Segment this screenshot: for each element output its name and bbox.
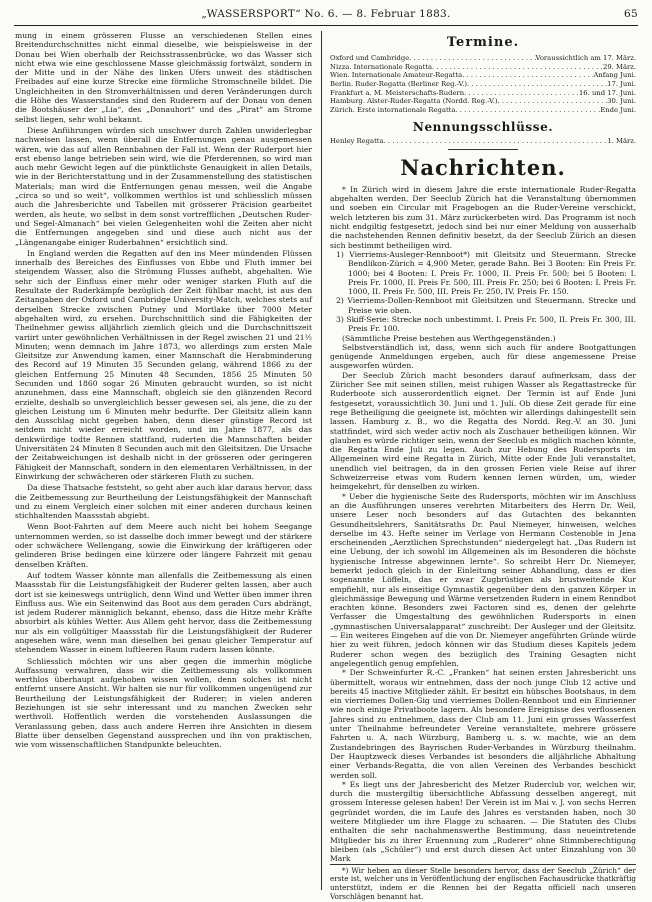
page-number: 65 (624, 8, 638, 20)
event-name: Frankfurt a. M. Meisterschafts-Rudern (330, 88, 465, 97)
event-date: 17. Juni. (607, 79, 636, 88)
race-list-item: 3) Skiff-Serie: Strecke noch unbestimmt. I. Preis Fr. 500, II. Preis Fr. 300, III. Preis Fr. 100. (336, 314, 636, 334)
paragraph: Selbstverständlich ist, dass, wenn sich auch für andere Bootgattungen genügende Anmeldungen ergeben, auch für diese angemessene Preise ausgeworfen würden. (330, 342, 636, 371)
termine-row (330, 106, 636, 115)
news-item-hygiene: * Ueber die hygienische Seite des Rudersports, möchten wir im Anschluss an die Ausführungen unseres verehrten Mitarbeiters des Herrn Dr. Weil, unsere Leser noch besonders auf das Gutachten des bekannten Gesundheitslehrers, Sanitätsraths Dr. Paul Niemeyer, hinweisen, welches derselbe im 43. Hefte seiner im Verlage von Hermann Costenoble in Jena erscheinenden „Aerztlichen Sprechstunden“ niedergelegt hat. „Das Rudern ist eine Uebung, der ich sowohl im Allgemeinen als im Besonderen die höchste hygienische Intresse abgewinnen lernte“. So schreibt Herr Dr. Niemeyer, bemerkt jedoch gleich in der Einleitung seiner Abhandlung, dass er dies sogenannte Löffeln, das er zwar Zugbrüstigen als brustweitende Kur empfiehlt, nur als einseitige Gymnastik gegenüber dem den ganzen Körper in gleichmässige Bewegung und Wärme versetzenden Rudern in einem Renndbot erachten könne. Besonders zwei Factoren sind es, denen der gelehrte Verfasser die Umgestaltung des gewöhnlichen Rudersports in einen „gymnastischen Universalapparat“ zuschreibt: Der Ausleger und der Gleitsitz. — Ein weiteres Eingehen auf die von Dr. Niemeyer angeführten Gründe würde hier zu weit führen, jedoch können wir das Studium dieses Kapitels jedem Ruderer schon wegen des bezüglich des Training Gesagten nicht angelegentlich genug empfehlen. (330, 491, 636, 668)
event-name: Nizza. Internationale Regatta (330, 62, 432, 71)
news-item-metz: * Es liegt uns der Jahresbericht des Metzer Ruderclub vor, welchen wir, durch die mustergiltig übersichtliche Abfassung desselben angeregt, mit grossem Interesse gelesen haben! Der Verein ist im Mai v. J. von sechs Herren gegründet worden, die im Laufe des Jahres es verstanden haben, noch 30 weitere Mitglieder um ihre Flagge zu schaaren. — Die Statuten des Clubs enthalten die sehr nachahmenswerthe Bestimmung, dass neueintretende Mitglieder bis zu ihrer Ernennung zum „Ruderer“ ohne Stimmberechtigung bleiben (als „Schüler“) und erst durch diesen Act unter Einzahlung von 30 Mark (330, 779, 636, 864)
paragraph: In England werden die Regatten auf den ins Meer mündenden Flüssen innerhalb des Bereiches des Einflusses von Ebbe und Fluth immer bei steigendem Wasser, also die Strömung Flusses aufhebt, abgehalten. Wie sehr sich der Einfluss einer mehr oder weniger starken Fluth auf die Resultate der Ruderkämpfe bezüglich der Zeit fühlbar macht, ist aus den Zeitangaben der Oxford und Cambridge University-Match, welches stets auf derselben Strecke zwischen Putney und Mortlake über 7000 Meter abgehalten wird, zu ersehen. Durchschnittlich sind die Fähigkeiten der Theilnehmer gewiss alljährlich ziemlich gleich und die Durchschnittszeit variirt unter gewöhnlichen Verhältnissen in der Regel zwischen 21 und 21½ Minuten; wenn demnach im Jahre 1873, wo allerdings zum ersten Male Gleitsitze zur Anwendung kamen, einer Mannschaft die Herabminderung des Record auf 19 Minuten 35 Secunden gelang, während 1866 zu der gleichen Entfernung 25 Minuten 48 Secunden, 1856 25 Minuten 50 Secunden und 1860 sogar 26 Minuten gebraucht wurden, so ist nicht anzunehmen, dass eine Mannschaft, obgleich sie den glänzenden Record erzielte, deshalb so unvergleichlich besser gewesen sei, als jene, die zu der gleichen Leistung um 6 Minuten mehr bedurfte. Der Gleitsitz allein kann den Ausschlag nicht gegeben haben, denn dieser günstige Record ist seitdem nicht wieder erreicht worden, und im Jahre 1877, als das denkwürdige todte Rennen stattfand, ruderten die Mannschaften beider Universitäten 24 Minuten 8 Secunden auch mit den Gleitsitzen. Die Ursache der Zeitabweichungen ist deshalb nicht in der grösseren oder geringeren Fähigkeit der Mannschaft, sondern in den elementaren Verhältnissen, in der Einwirkung der schwächeren oder stärkeren Fluth zu suchen. (15, 248, 312, 481)
journal-title: „WASSERSPORT“ No. 6. — 8. Februar 1883. (201, 8, 451, 20)
paragraph: Da diese Thatsache feststeht, so geht aber auch klar daraus hervor, dass die Zeitbemessung zur Beurtheilung der Leistungsfähigkeit der Mannschaft und zu einem Vergleich einer solchen mit einer anderen durchaus keinen stichhaltenden Maassstab abgiebt. (15, 483, 312, 521)
nennungsschluesse-heading: Nennungsschlüsse. (412, 119, 554, 134)
paragraph: Auf todtem Wasser könnte man allenfalls die Zeitbemessung als einen Maassstab für die Leistungsfähigkeit der Ruderer gelten lassen, aber auch dort ist sie keineswegs untrüglich, denn Wind und Wetter üben immer ihren Einfluss aus. Wie ein Seitenwind das Boot aus dem geraden Curs abdrängt, ist jedem Ruderer männiglich bekannt, ebenso, dass die Hitze mehr Kräfte absorbirt als kühles Wetter. Aus Allem geht hervor, dass die Zeitbemessung nur als ein vollgültiger Maassstab für die Leistungsfähigkeit der Ruderer angesehen wäre, wenn man dieselben bei genau gleicher Temperatur auf stehendem Wasser in einem luftleeren Raum rudern lassen könnte. (15, 570, 312, 655)
termine-row (330, 63, 636, 72)
event-name: Oxford und Cambridge (330, 53, 410, 62)
news-item-zurich: * In Zürich wird in diesem Jahre die erste internationale Ruder-Regatta abgehalten werden. Der Seeclub Zürich hat die Veranstaltung übernommen und soeben ein Circular mit Fragebogen an die Ruder-Vereine verschickt, welch letzteren bis zum 31. März zurückerbeten wird. Das Programm ist noch nicht endgiltig festgesetzt, jedoch sind bei nur einer Meldung von ausserhalb die nachstehenden Rennen definitiv besetzt, da der Seeclub Zürich an diesen sich bestimmt betheiligen wird. (330, 184, 636, 250)
header-rule (14, 25, 638, 26)
nennungsschluss-row (330, 137, 636, 146)
event-date: 29. März. (603, 62, 636, 71)
news-item-schweinfurt: * Der Schweinfurter R.-C. „Franken“ hat seinen ersten Jahresbericht uns übermittelt, woraus wir entnehmen, dass der noch junge Club 12 active und bereits 45 inactive Mitglieder zählt. Er besitzt ein hübsches Bootshaus, in dem ein vierriemes Dollen-Gig und vierriemes Dollen-Rennboot und ein Einrienner wie noch einige Privatboote lagern. Als besondere Ereignisse des verflossenen Jahres sind zu entnehmen, dass der Club am 11. Juni ein grosses Wasserfest unter Theilnahme befreundeter Vereine veranstaltete, mehrere grössere Fahrten u. A. nach Würzburg, Bamberg u. s. w. machte, wie an dem Zustandebringen des Bayrischen Ruder-Verbandes in Würzburg theilnahm. Der Hauptzweck dieses Verbandes ist besonders die alljährliche Abhaltung einer Verbands-Regatta, die von allen Vereinen des Verbandes beschickt werden soll. (330, 668, 636, 780)
termine-heading: Termine. (446, 35, 520, 50)
paragraph: Der Seeclub Zürich macht besonders darauf aufmerksam, dass der Züricher See mit seinen stillen, meist ruhigen Wasser als Regattastrecke für Ruderboote sich ausserordentlich eignet. Der Termin ist auf Ende Juni festgesetzt, voraussichtlich 30. Juni und 1. Juli. Ob diese Zeit gerade für eine rege Betheiligung die geeignete ist, möchten wir allerdings dahingestellt sein lassen. Hamburg z. B., wo die Regatta des Nordd. Reg.-V. an 30. Juni stattfindet, wird sich weder activ noch als Zuschauer betheiligen können. Wir glauben es würde richtiger sein, wenn der Seeclub es möglich machen könnte, die Regatta Ende Juli zu legen. Auch zur Hebung des Rudersports im Allgemeinen wird eine Regatta in Zürich, Mitte oder Ende Juli veranstaltet, unendlich viel beitragen, da in den grossen Ferien viele Reise auf ihrer Schweizerreise etwas vom Rudern kennen lernen würden, um, wieder heimgekehrt, für denselben zu wirken. (330, 370, 636, 492)
event-date: 1. März. (607, 137, 636, 146)
right-column (330, 31, 636, 902)
termine-row (330, 71, 636, 80)
footnote: *) Wir heben an dieser Stelle besonders hervor, dass der Seeclub „Zürich“ der erste ist, welcher uns in Veröffentlichung der englischen Fachausdrücke thatkräftig unterstützt, indem er die Rennen bei der Regatta officiell nach unseren Vorschlägen benannt hat. (330, 865, 636, 901)
running-header (14, 8, 638, 24)
paragraph: Diese Anführungen würden sich unschwer durch Zahlen unwiderlegbar nachweisen lassen, wenn überall die Entfernungen genau ausgemessen wären, wie das auf allen Rennbahnen der Fall ist. Wenn der Ruderport hier erst ebenso lange betrieben sein wird, wie die Pferderennen, so wird man auch mehr Gewicht legen auf die pünktlichste Genauigkeit in allen Details, wie in der Berichterstattung und in der Zusammenstellung des statistischen Materials; man wird die Entfernungen genau messen, weil die Angabe „circa so und so weit“, vollkommen werthlos ist und schliesslich müssen auch die Jahresberichte und Tabellen mit grösserer Präcision gearbeitet werden, als heute, wo selbst in dem sonst vortrefflichen „Deutschen Ruder- und Segel-Almanach“ bei vielen Gelegenheiten wohl die Zeiten aber nicht die Entfernungen angegeben sind und diese auch nicht aus der „Längenangabe einiger Ruderbahnen“ ersichtlich sind. (15, 125, 312, 247)
termine-row (330, 54, 636, 63)
event-name: Henley Regatta (330, 137, 384, 146)
event-date: 30. Juni. (607, 97, 636, 106)
event-date: 16. und 17. Juni. (578, 88, 636, 97)
termine-list (330, 54, 636, 115)
event-date: Anfang Juni. (593, 71, 636, 80)
event-date: Voraussichtlich am 17. März. (535, 53, 636, 62)
prize-note: (Sämmtliche Preise bestehen aus Werthgegenständen.) (342, 333, 556, 343)
column-divider (321, 31, 322, 890)
paragraph: Wenn Boot-Fahrten auf dem Meere auch nicht bei hohem Seegange unternommen werden, so ist dasselbe doch immer bewegt und der stärkere oder schwächere Wellengang, sowie die Einwirkung der kräftigeren oder gelinderen Brise bedingen eine kürzere oder längere Fahrzeit mit genau denselben Kräften. (15, 522, 312, 569)
race-list-item: 2) Vierriems-Dollen-Rennboot mit Gleitsitzen und Steuermann. Strecke und Preise wie oben. (336, 296, 636, 315)
event-name: Zürich. Erste internationale Regatta (330, 106, 456, 115)
news-section (330, 185, 636, 902)
event-name: Wien. Internationale Amateur-Regatta (330, 71, 463, 80)
termine-row (330, 89, 636, 98)
paragraph: mung in einem grösseren Flusse an verschiedenen Stellen eines Breitendurchschnittes nicht einmal dieselbe, wie beispielsweise in der Donau bei Wien oberhalb der Reichsstrassenbrücke, wo das Wasser sich nicht etwa wie eine geschlossene Masse gleichmässig fortwälzt, sondern in der Mitte und in der Nähe des linken Ufers unweit des städtischen Freibades auf eine kurze Strecke eine förmliche Stromschnelle bildet. Die Ungleichheiten in den Stromverhältnissen und deren Veränderungen durch die Höhe des Wasserstandes sind den Ruderern auf der Donau von denen die Bootshäuser der „Lia“, des „Donauhort“ und des „Pirat“ am Strome selbst liegen, sehr wohl bekannt. (15, 31, 312, 124)
event-name: Hamburg. Alster-Ruder-Regatta (Nordd. Reg.-V.) (330, 97, 498, 106)
event-name: Berlin. Ruder-Regatta (Berliner Reg.-V.) (330, 79, 468, 88)
nachrichten-heading: Nachrichten. (400, 155, 566, 181)
termine-row (330, 97, 636, 106)
section-rule (448, 149, 518, 150)
termine-row (330, 80, 636, 89)
left-column (15, 31, 312, 750)
paragraph: Schliesslich möchten wir uns aber gegen die immerhin mögliche Auffassung verwahren, dass wir die Zeitbemessung als vollkommen werthlos überhaupt aufgehoben wissen wollen, denn solches ist nicht entfernt unsere Ansicht. Wir halten sie nur für vollkommen ungenügend zur Beurtheilung der Leistungsfähigkeit der Ruderer; in vielen anderen Beziehungen ist sie sehr interessant und zu manchen Zwecken sehr werthvoll. Hoffentlich werden die vorstehenden Auslassungen die Veranlassung geben, dass auch andere Herren ihre Ansichten in diesem Blatte über denselben Gegenstand aussprechen und ihn von praktischen, wie vom wissenschaftlichen Standpunkte beleuchten. (15, 656, 312, 750)
event-date: Ende Juni. (600, 106, 636, 115)
race-list-item: 1) Vierriems-Ausleger-Rennboot*) mit Gleitsitz und Steuermann. Strecke Bendlikon-Zürich = 4,900 Meter, gerade Bahn. Bei 3 Booten: Ein Preis Fr. 1000; bei 4 Booten: I. Preis Fr. 1000, II. Preis Fr. 500; bei 5 Booten: I. Preis Fr. 1000, II. Preis Fr. 500, III. Preis Fr. 250; bei 6 Booten: I. Preis Fr. 1000, II. Preis Fr. 500, III. Preis Fr. 250, IV. Preis Fr. 150. (336, 249, 636, 297)
